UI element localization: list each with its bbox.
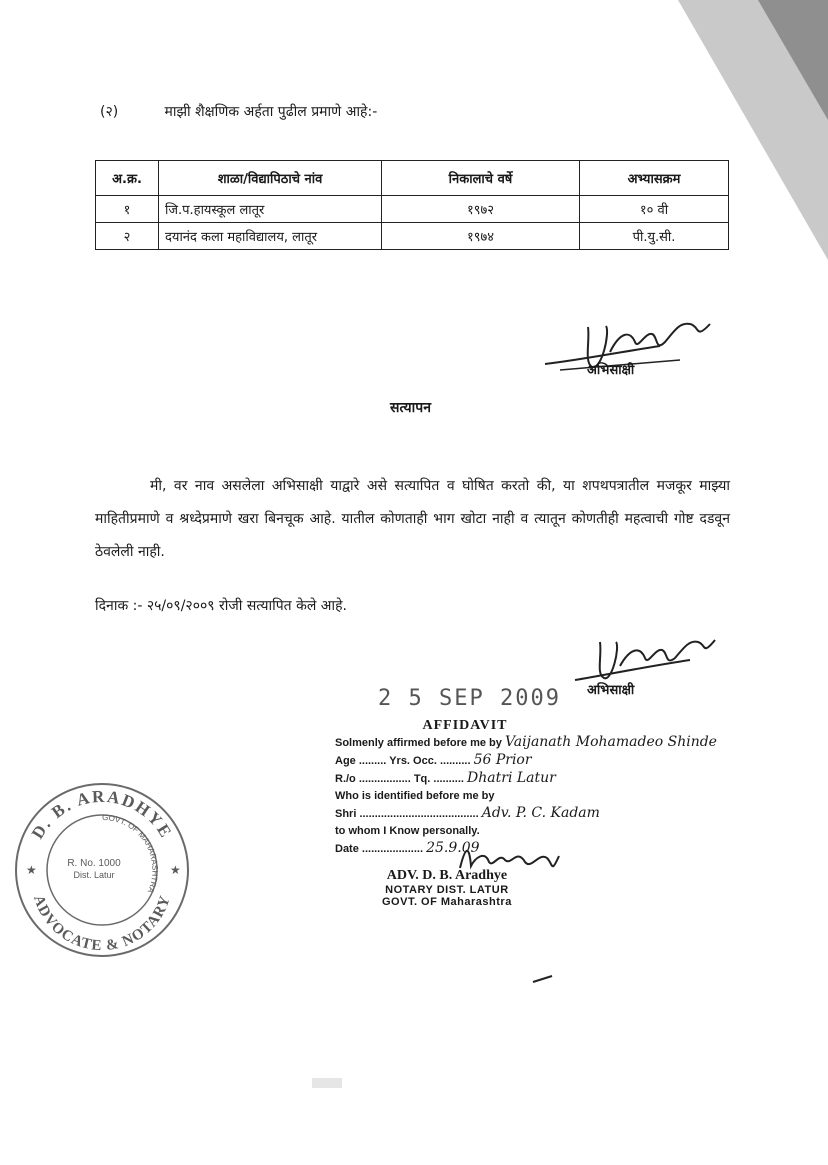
affidavit-printed: Age ......... Yrs. Occ. .......... [335, 755, 471, 767]
section-number: (२) [100, 104, 119, 120]
seal-star-icon: ★ [26, 863, 37, 877]
seal-district: Dist. Latur [73, 870, 115, 880]
seal-name-text: D. B. ARADHYE [27, 786, 177, 843]
affidavit-handwritten: 25.9.09 [426, 840, 480, 856]
table-row [96, 223, 729, 250]
verification-title: सत्यापन [390, 400, 431, 416]
notary-district: NOTARY DIST. LATUR [385, 884, 509, 896]
stray-pen-mark [530, 972, 560, 986]
affidavit-printed: to whom I Know personally. [335, 825, 480, 837]
cell-school: जि.प.हायस्कूल लातूर [159, 196, 382, 223]
affidavit-line [335, 788, 655, 805]
header-serial: अ.क्र. [96, 161, 159, 196]
deponent-label-1: अभिसाक्षी [587, 363, 635, 378]
affidavit-handwritten: 56 Prior [473, 752, 532, 768]
verification-date-line: दिनाक :- २५/०९/२००९ रोजी सत्यापित केले आहे. [95, 598, 347, 614]
seal-reg-no: R. No. 1000 [67, 858, 121, 869]
deponent-label-2: अभिसाक्षी [587, 683, 635, 698]
affidavit-stamp [335, 718, 717, 858]
affidavit-line [335, 770, 655, 788]
cell-year: १९७२ [382, 196, 580, 223]
table-header-row [96, 161, 729, 196]
seal-title-text: ADVOCATE & NOTARY [30, 893, 174, 955]
cell-serial: १ [96, 196, 159, 223]
notary-block [382, 868, 512, 908]
notary-govt: GOVT. OF Maharashtra [382, 896, 512, 908]
section-heading [100, 102, 377, 121]
section-title: माझी शैक्षणिक अर्हता पुढील प्रमाणे आहे:- [164, 104, 378, 120]
cell-course: पी.यु.सी. [580, 223, 729, 250]
affidavit-title: AFFIDAVIT [422, 718, 508, 733]
header-school: शाळा/विद्यापिठाचे नांव [159, 161, 382, 196]
cell-serial: २ [96, 223, 159, 250]
affidavit-printed: Shri ....................................... [335, 808, 479, 820]
notary-name: ADV. D. B. Aradhye [386, 868, 508, 883]
header-year: निकालाचे वर्षे [382, 161, 580, 196]
table-row [96, 196, 729, 223]
verification-paragraph: मी, वर नाव असलेला अभिसाक्षी याद्वारे असे सत्यापित व घोषित करतो की, या शपथपत्रातील मजकूर माझ्या माहितीप्रमाणे व श्रध्देप्रमाणे खरा बिनचूक आहे. यातील कोणताही भाग खोटा नाही व त्यातून कोणतीही महत्वाची गोष्ट दडवून ठेवलेली नाही. [95, 478, 730, 560]
scan-smudge [312, 1078, 342, 1088]
affidavit-printed: Solmenly affirmed before me by [335, 737, 502, 749]
cell-school: दयानंद कला महाविद्यालय, लातूर [159, 223, 382, 250]
affidavit-handwritten: Dhatri Latur [467, 770, 556, 786]
affidavit-printed: Date .................... [335, 843, 424, 855]
stamp-date: 2 5 SEP 2009 [378, 686, 561, 711]
seal-govt-text: GOVT. OF MAHARASHTRA [101, 812, 160, 895]
affidavit-line [335, 752, 655, 770]
affidavit-handwritten: Vaijanath Mohamadeo Shinde [504, 734, 717, 750]
header-course: अभ्यासक्रम [580, 161, 729, 196]
affidavit-handwritten: Adv. P. C. Kadam [481, 805, 600, 821]
seal-star-icon: ★ [170, 863, 181, 877]
affidavit-printed: Who is identified before me by [335, 790, 495, 802]
page-corner-shadow-dark [758, 0, 828, 120]
education-table [95, 160, 729, 250]
notary-seal [12, 780, 192, 960]
affidavit-printed: R./o ................. Tq. .......... [335, 773, 464, 785]
cell-course: १० वी [580, 196, 729, 223]
cell-year: १९७४ [382, 223, 580, 250]
affidavit-line [335, 805, 655, 823]
affidavit-line [335, 734, 717, 752]
